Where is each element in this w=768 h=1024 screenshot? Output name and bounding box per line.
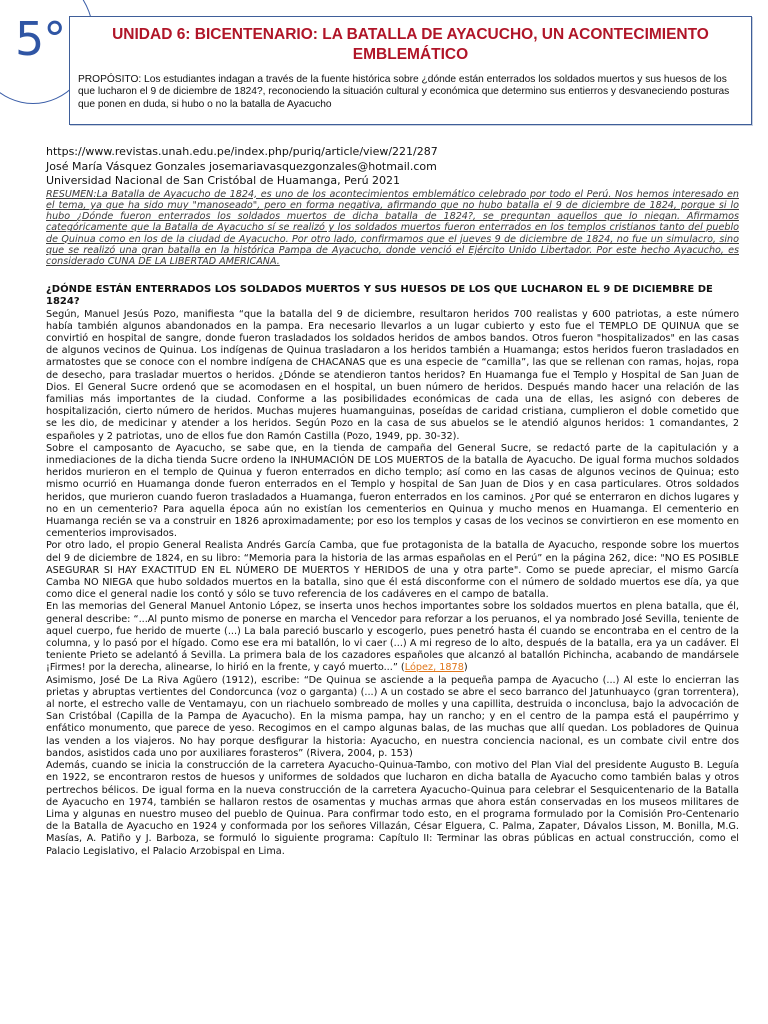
paragraph-lopez-text: En las memorias del General Manuel Antonio López, se inserta unos hechos importantes sobre los soldados muertos en plena batalla, que él, general describe: “...Al punto mismo de ponerse en marcha el Vencedor para reforzar a los peruanos, el ya nombrado José Sevilla, teniente de aquel cuerpo, fue herido de muerte (...) La bala pareció buscarlo y escogerlo, pues penetró hasta él cuando se encontraba en el centro de la columna, y lo pasó por el hígado. Como ese era mi batallón, lo vi caer (...) A mi regreso de lo alto, después de la batalla, era ya un cadáver. El teniente Prieto se adelantó á Sevilla. La primera bala de los cazadores españoles que alcanzó al batallón Pichincha, acabando de mandársele ¡Firmes! por la derecha, alinearse, lo hirió en la frente, y cayó muerto...” ( bbox=[46, 601, 739, 674]
abstract: RESUMEN:La Batalla de Ayacucho de 1824, es uno de los acontecimientos emblemático celebrado por todo el Perú. Nos hemos interesado en el tema, ya que ha sido muy "manoseado", pero en forma negativa, afirmando que no hubo batalla el 9 de diciembre de 1824, porque si lo hubo ¿Dónde fueron enterrados los soldados muertos de dicha batalla de 1824?, se preguntan aquellos que lo niegan. Afirmamos categóricamente que la Batalla de Ayacucho sí se realizó y los soldados muertos fueron enterrados en los templos cristianos tanto del pueblo de Quinua como en los de la ciudad de Ayacucho. Por otro lado, confirmamos que el jueves 9 de diciembre de 1824, no fue un simulacro, sino que se realizó una gran batalla en la histórica Pampa de Ayacucho, donde venció el Ejército Unido Libertador. Por este hecho Ayacucho, es considerado CUNA DE LA LIBERTAD AMERICANA. bbox=[46, 188, 739, 268]
paragraph-garcia-camba: Por otro lado, el propio General Realista Andrés García Camba, que fue protagonista de la batalla de Ayacucho, responde sobre los muertos del 9 de diciembre de 1824, en su libro: “Memoria para la historia de las armas españolas en el Perú” en la página 262, dice: "NO ES POSIBLE ASEGURAR SI HAY EXACTITUD EN EL NÚMERO DE MUERTOS Y HERIDOS de una y otra parte". Como se puede apreciar, el mismo García Camba NO NIEGA que hubo soldados muertos en la batalla, sino que él está disconforme con el número de soldado muertos ese día, ya que como dice el general nadie los contó y sólo se tuvo referencia de los cadáveres en el campo de batalla. bbox=[46, 540, 739, 601]
section-question: ¿DÓNDE ESTÁN ENTERRADOS LOS SOLDADOS MUERTOS Y SUS HUESOS DE LOS QUE LUCHARON EL 9 DE DICIEMBRE DE 1824? bbox=[46, 283, 713, 307]
source-url: https://www.revistas.unah.edu.pe/index.php/puriq/article/view/221/287 bbox=[46, 145, 438, 158]
paragraph-pozo: Según, Manuel Jesús Pozo, manifiesta “que la batalla del 9 de diciembre, resultaron heridos 700 realistas y 600 patriotas, a este número había también algunos abandonados en la pampa. Era necesario llevarlos a un lugar cubierto y esto fue el TEMPLO DE QUINUA que se convirtió en hospital de sangre, donde fueron trasladados los soldados heridos de ambos bandos. Otros fueron "hospitalizados" en las casas de algunos vecinos de Quinua. Los indígenas de Quinua trasladaron a los heridos también a Huamanga; estos heridos fueron trasladados en armatostes que se conoce con el nombre indígena de CHACANAS que es una especie de “camilla”, las que se rellenan con ramas, hojas, ropa de desecho, para trasladar muertos o heridos. ¿Dónde se atendieron tantos heridos? En Huamanga fue el Templo y Hospital de San Juan de Dios. El General Sucre ordenó que se acomodasen en el hospital, un buen número de heridos. Después mando hacer una relación de las familias más importantes de la ciudad. Conforme a las posibilidades económicas de cada una de ellas, les asignó con deberes de hospitalización, cierto número de heridos. Muchas mujeres huamanguinas, poseídas de caridad cristiana, cumplieron el doble cometido que se les dio, de medicinar y atender a los heridos. Según Pozo en la casa de sus abuelos se le atendió algunos heridos: 1 comandantes, 2 españoles y 2 patriotas, uno de ellos fue don Ramón Castilla (Pozo, 1949, pp. 30-32). bbox=[46, 308, 739, 442]
source-institution: Universidad Nacional de San Cristóbal de Huamanga, Perú 2021 bbox=[46, 174, 401, 187]
purpose-text: PROPÓSITO: Los estudiantes indagan a través de la fuente histórica sobre ¿dónde están enterrados los soldados muertos y sus huesos de los que lucharon el 9 de diciembre de 1824?, reconociendo la situación cultural y económica que determino sus entierros y desvaneciendo posturas que ponen en duda, si hubo o no la batalla de Ayacucho bbox=[78, 74, 730, 110]
source-author: José María Vásquez Gonzales josemariavasquezgonzales@hotmail.com bbox=[46, 159, 437, 173]
unit-header-box bbox=[69, 16, 752, 125]
paragraph-camposanto: Sobre el camposanto de Ayacucho, se sabe que, en la tienda de campaña del General Sucre, se redactó parte de la capitulación y a inmediaciones de la dicha tienda Sucre ordeno la INHUMACIÓN DE LOS MUERTOS de la batalla de Ayacucho. De igual forma muchos soldados heridos murieron en el templo de Quinua y fueron enterrados en dicho templo; así como en las casas de algunos vecinos de Quinua; esto mismo ocurrió en Huamanga donde fueron enterrados en el Templo y hospital de San Juan de Dios y en casa particulares. Otros soldados heridos, que murieron cuando fueron trasladados a Huamanga, fueron enterrados en los caminos. ¿Por qué se enterraron en dichos lugares y no en un cementerio? Para aquella época aún no existían los cementerios en Quinua y mucho menos en Huamanga. El cementerio en Huamanga recién se va a construir en 1826 aproximadamente; por eso los templos y casas de los vecinos se convirtieron en ese momento en cementerios improvisados. bbox=[46, 442, 739, 540]
paragraph-lopez bbox=[46, 601, 739, 674]
citation-close: ) bbox=[463, 662, 468, 674]
article-body bbox=[46, 145, 739, 858]
citation-link[interactable]: López, 1878 bbox=[404, 662, 464, 674]
paragraph-carretera: Además, cuando se inicia la construcción de la carretera Ayacucho-Quinua-Tambo, con motivo del Plan Vial del presidente Augusto B. Leguía en 1922, se encontraron restos de huesos y uniformes de soldados que lucharon en dicha batalla de Ayacucho como también balas y otros pertrechos bélicos. De igual forma en la nueva construcción de la carretera Ayacucho-Quinua para celebrar el Sesquicentenario de la Batalla de Ayacucho en 1974, también se hallaron restos de osamentas y muchas armas que ahora están conservadas en los museos militares de Lima y algunas en nuestro museo del pueblo de Quinua. Para confirmar todo esto, en el programa formulado por la Comisión Pro-Centenario de la Batalla de Ayacucho en 1924 y conformada por los señores Villazán, César Elguera, C. Palma, Zapater, Dávalos Lisson, M. Bonilla, M.G. Masías, A. Patiño y J. Barboza, se formuló lo siguiente programa: Capítulo II: Terminar las obras públicas en actual construcción, como el Palacio Legislativo, el Palacio Arzobispal en Lima. bbox=[46, 760, 739, 857]
grade-number: 5° bbox=[15, 12, 66, 66]
paragraph-riva-aguero: Asimismo, José De La Riva Agüero (1912), escribe: “De Quinua se asciende a la pequeña pampa de Ayacucho (...) Al este lo encierran las prietas y abruptas vertientes del Condorcunca (voz o garganta) (...) A un costado se abre el seco barranco del Jatunhuayco (gran torrentera), al norte, el estrecho valle de Ventamayu, con un riachuelo sombreado de molles y una capillita, destruida o inconclusa, bajo la advocación de San Cristóbal (Capilla de la Pampa de Ayacucho). En la misma pampa, hay un rancho; y en el centro de la pampa está el paupérrimo y enfático monumento, que parece de yeso. Recogimos en el campo algunas balas, de las muchas que allí quedan. Los pobladores de Quinua las venden a los viajeros. No hay porque desfigurar la historia: Ayacucho, en nuestra conciencia nacional, es un combate civil entre dos bandos, asistidos cada uno por auxiliares forasteros” (Rivera, 2004, p. 153) bbox=[46, 674, 739, 759]
unit-title: UNIDAD 6: BICENTENARIO: LA BATALLA DE AYACUCHO, UN ACONTECIMIENTO EMBLEMÁTICO bbox=[112, 26, 709, 63]
